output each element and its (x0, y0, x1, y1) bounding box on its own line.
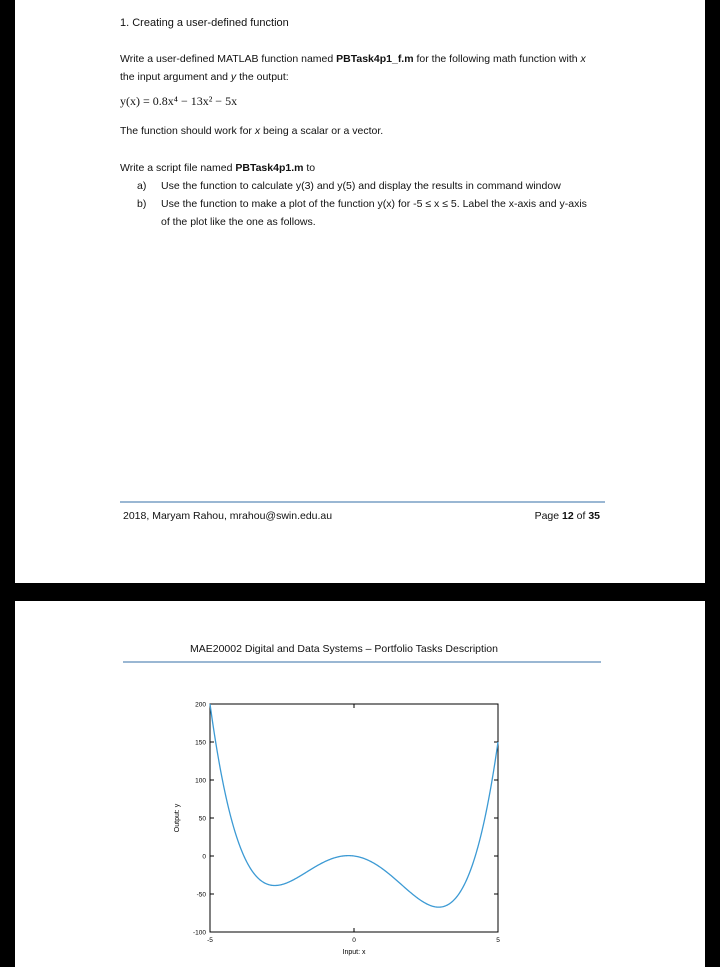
function-curve (210, 704, 498, 907)
header-divider (123, 661, 601, 663)
axes-box (210, 704, 498, 932)
footer-divider (120, 501, 605, 503)
page-number: Page 12 of 35 (534, 510, 600, 522)
function-plot (165, 696, 525, 962)
x-tick-label: -5 (207, 937, 213, 944)
instruction-paragraph-2: The function should work for x being a scalar or a vector. (120, 125, 384, 137)
math-formula: y(x) = 0.8x⁴ − 13x² − 5x (120, 94, 238, 108)
page-header: MAE20002 Digital and Data Systems – Portfolio Tasks Description (190, 643, 498, 655)
list-item: a) Use the function to calculate y(3) and y(5) and display the results in command window (137, 180, 561, 192)
x-axis-label: Input: x (342, 949, 366, 956)
y-tick-label: 200 (195, 701, 206, 709)
section-title: 1. Creating a user-defined function (120, 17, 289, 29)
list-item: b) Use the function to make a plot of the function y(x) for -5 ≤ x ≤ 5. Label the x-axis and y-axis of the plot like the one as follows. (137, 198, 587, 228)
y-tick-label: -50 (196, 891, 206, 899)
x-tick-label: 5 (496, 937, 500, 944)
task-list (137, 177, 592, 231)
document-page-12 (15, 0, 705, 583)
script-file-name: PBTask4p1.m (235, 162, 304, 174)
x-tick-label: 0 (352, 937, 356, 944)
y-tick-label: 150 (195, 739, 206, 747)
instruction-paragraph-1: Write a user-defined MATLAB function named PBTask4p1_f.m for the following math function with x the input argument and y the output: (120, 53, 586, 83)
footer-author: 2018, Maryam Rahou, mrahou@swin.edu.au (123, 510, 333, 522)
function-file-name: PBTask4p1_f.m (336, 53, 414, 65)
instruction-paragraph-3: Write a script file named PBTask4p1.m to (120, 162, 316, 174)
document-page-13 (15, 601, 705, 967)
y-tick-label: 100 (195, 777, 206, 785)
y-axis-label: Output: y (174, 803, 181, 833)
y-tick-label: -100 (192, 929, 206, 937)
y-tick-label: 50 (198, 815, 206, 823)
x-ticks (207, 704, 500, 944)
y-tick-label: 0 (202, 853, 206, 861)
